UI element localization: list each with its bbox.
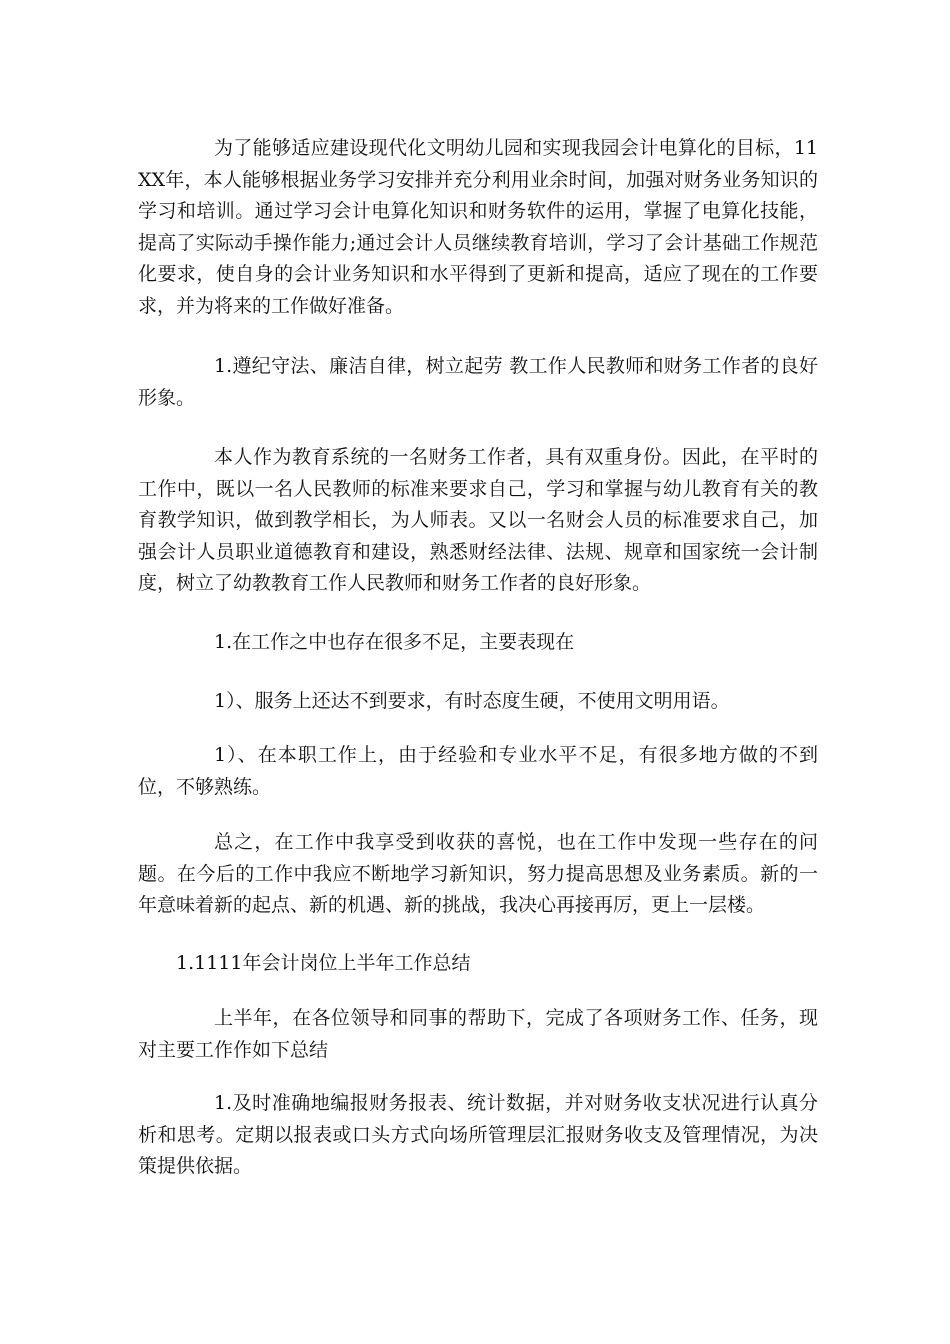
paragraph-point-reports: 1.及时准确地编报财务报表、统计数据，并对财务收支状况进行认真分析和思考。定期以报表或口头方式向场所管理层汇报财务收支及管理情况，为决策提供依据。 bbox=[138, 1092, 818, 1177]
paragraph-sub-service: 1）、服务上还达不到要求，有时态度生硬，不使用文明用语。 bbox=[214, 690, 730, 712]
paragraph-intro: 为了能够适应建设现代化文明幼儿园和实现我园会计电算化的目标，11XX年，本人能够根据业务学习安排并充分利用业余时间，加强对财务业务知识的学习和培训。通过学习会计电算化知识和财务软件的运用，掌握了电算化技能，提高了实际动手操作能力;通过会计人员继续教育培训，学习了会计基础工作规范化要求，使自身的会计业务知识和水平得到了更新和提高，适应了现在的工作要求，并为将来的工作做好准备。 bbox=[138, 137, 818, 317]
paragraph-dual-identity: 本人作为教育系统的一名财务工作者，具有双重身份。因此，在平时的工作中，既以一名人民教师的标准来要求自己，学习和掌握与幼儿教育有关的教育教学知识，做到教学相长，为人师表。又以一名财会人员的标准要求自己，加强会计人员职业道德教育和建设，熟悉财经法律、法规、规章和国家统一会计制度，树立了幼教教育工作人民教师和财务工作者的良好形象。 bbox=[138, 446, 818, 594]
paragraph-point-shortcomings: 1.在工作之中也存在很多不足，主要表现在 bbox=[214, 631, 575, 653]
paragraph-point-discipline: 1.遵纪守法、廉洁自律，树立起劳 教工作人民教师和财务工作者的良好形象。 bbox=[138, 355, 818, 409]
paragraph-sub-skills: 1）、在本职工作上，由于经验和专业水平不足，有很多地方做的不到位，不够熟练。 bbox=[138, 744, 818, 798]
paragraph-half-year-intro: 上半年，在各位领导和同事的帮助下，完成了各项财务工作、任务，现对主要工作作如下总结 bbox=[138, 1007, 818, 1061]
section-heading: 1.1111年会计岗位上半年工作总结 bbox=[176, 952, 471, 974]
paragraph-conclusion: 总之，在工作中我享受到收获的喜悦，也在工作中发现一些存在的问题。在今后的工作中我应不断地学习新知识，努力提高思想及业务素质。新的一年意味着新的起点、新的机遇、新的挑战，我决心再接再厉，更上一层楼。 bbox=[138, 831, 818, 916]
